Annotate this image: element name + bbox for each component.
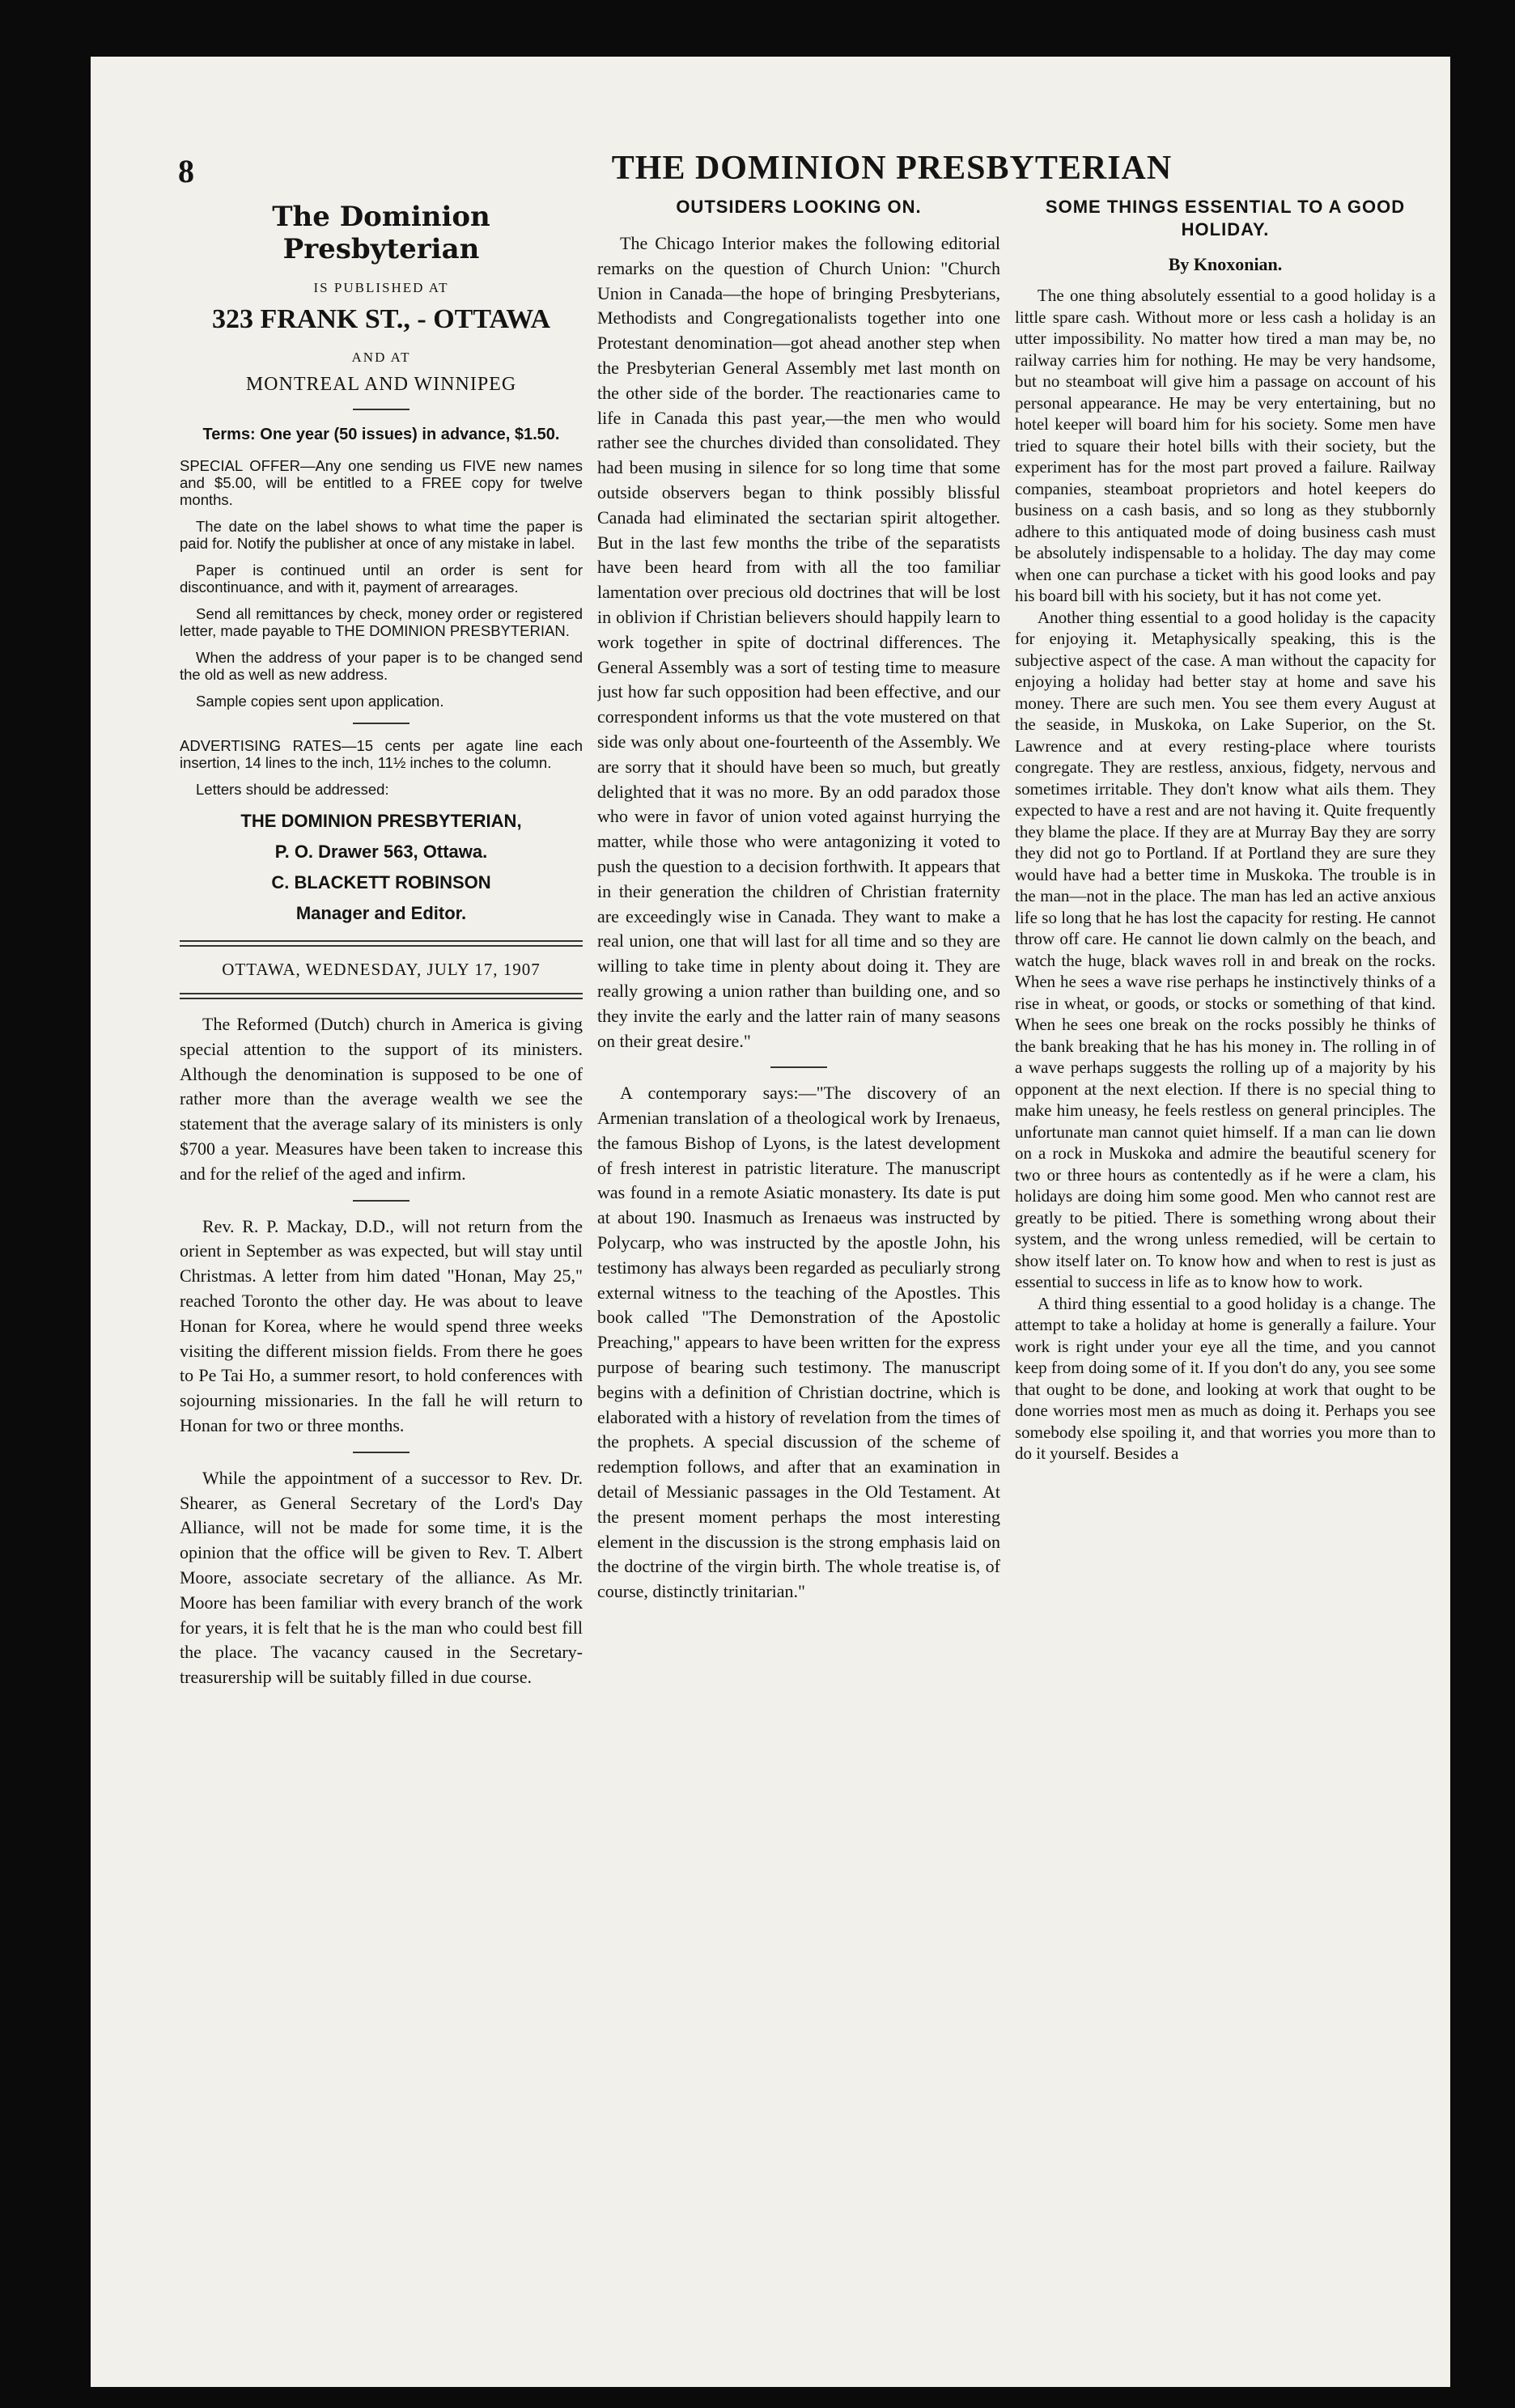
post-office-box: P. O. Drawer 563, Ottawa. (274, 842, 488, 862)
notice-label-date: The date on the label shows to what time the paper is paid for. Notify the publisher at once of any mistake in label. (180, 518, 583, 552)
double-rule (180, 993, 583, 999)
subscription-terms: Terms: One year (50 issues) in advance, $1.50. (202, 426, 560, 443)
headline-outsiders: OUTSIDERS LOOKING ON. (676, 197, 922, 217)
page-number: 8 (178, 153, 194, 189)
divider (770, 1066, 827, 1068)
running-title: THE DOMINION PRESBYTERIAN (611, 150, 1173, 187)
published-at: IS PUBLISHED AT (313, 280, 449, 295)
divider (353, 409, 410, 410)
headline-holiday: SOME THINGS ESSENTIAL TO A GOOD HOLIDAY. (1045, 197, 1406, 240)
divider (353, 1200, 410, 1202)
letters-note: Letters should be addressed: (196, 781, 389, 798)
other-cities: MONTREAL AND WINNIPEG (245, 374, 517, 395)
notice-discontinuance: Paper is continued until an order is sent for discontinuance, and with it, payment of arrearages. (180, 562, 583, 596)
article-mackay: Rev. R. P. Mackay, D.D., will not return from the orient in September as was expected, but will stay until Christmas. A letter from him dated "Honan, May 25," reached Toronto the other day. He was about to leave Honan for Korea, where he would spend three weeks visiting the different mission fields. From there he goes to Pe Tai Ho, a summer resort, to hold conferences with sojourning missionaries. In the fall he will return to Honan for two or three months. (180, 1215, 583, 1435)
notice-special-offer: SPECIAL OFFER—Any one sending us FIVE new names and $5.00, will be entitled to a FREE copy for twelve months. (180, 457, 583, 508)
editor-title: Manager and Editor. (295, 903, 467, 923)
holiday-paragraph-2: Another thing essential to a good holiday is the capacity for enjoying it. Metaphysically speaking, this is the subjective aspect of the case. A man without the capacity for enjoying a holiday had better stay at home and save his money. There are such men. You see them every August at the seaside, in Muskoka, on Lake Superior, on the St. Lawrence and at every resting-place where tourists congregate. They are restless, anxious, fidgety, nervous and sometimes irritable. They don't know what ails them. They expected to have a rest and are not having it. Quite frequently they blame the place. If they are at Murray Bay they are sorry they did not go to Portland. If at Portland they are sure they would have had a better time in Muskoka. The trouble is in the man—not in the place. The man has led an active anxious life so long that he has lost the capacity for resting. He cannot throw off care. He cannot lie down calmly on the beach, and watch the huge, black waves roll in and break on the rocks. When he sees a wave rise perhaps he instinctively thinks of a rise in wheat, or goods, or stocks or something of that kind. When he sees one break on the rocks possibly he thinks of the bank breaking that he has his money in. The rolling in of a wave perhaps suggests the rolling up of a majority by his opponent at the next election. If there is no special thing to make him uneasy, he feels restless on general principles. The unfortunate man cannot quiet himself. If a man can lie down on a rock in Muskoka and admire the beautiful scenery for two or three hours as contentedly as if he were a clam, his holidays are doing him some good. Men who cannot rest are greatly to be pitied. There is something wrong about their system, and the wrong unless remedied, will be certain to show itself later on. To know how and when to rest is just as essential to success in life as to know how to work. (1015, 607, 1436, 1291)
divider (353, 1452, 410, 1453)
masthead-title: The Dominion Presbyterian (272, 201, 490, 265)
byline: By Knoxonian. (1168, 254, 1283, 274)
issue-dateline: OTTAWA, WEDNESDAY, JULY 17, 1907 (222, 960, 541, 979)
middle-column (597, 196, 1000, 2363)
left-column (180, 196, 583, 2363)
article-irenaeus: A contemporary says:—"The discovery of an Armenian translation of a theological work by Irenaeus, the famous Bishop of Lyons, is the latest development of fresh interest in patristic literature. The manuscript was found in a remote Asiatic monastery. Its date is put at about 190. Inasmuch as Irenaeus was instructed by Polycarp, who was instructed by the apostle John, his testimony has always been regarded as peculiarly strong external witness to the teaching of the Apostles. This book called "The Demonstration of the Apostolic Preaching," appears to have been written for the express purpose of bearing such testimony. The manuscript begins with a definition of Christian doctrine, which is elaborated with a history of revelation from the times of the prophets. A special discussion of the scheme of redemption follows, and after that an examination in detail of Messianic passages in the Old Testament. At the present moment perhaps the most interesting element in the discussion is the strong emphasis laid on the doctrine of the virgin birth. The whole treatise is, of course, distinctly trinitarian." (597, 1083, 1000, 1602)
holiday-paragraph-3: A third thing essential to a good holiday is a change. The attempt to take a holiday at home is generally a failure. Your work is right under your eye all the time, and you cannot keep from doing some of it. If you don't do any, you see some that ought to be done, and looking at work that ought to be done worries most men as much as doing it. Perhaps you see somebody else spoiling it, and that worries you more than to do it yourself. Besides a (1015, 1293, 1436, 1463)
notice-address-change: When the address of your paper is to be changed send the old as well as new address. (180, 649, 583, 683)
article-lords-day-alliance: While the appointment of a successor to Rev. Dr. Shearer, as General Secretary of the Lord's Day Alliance, will not be made for some time, it is the opinion that the office will be given to Rev. T. Albert Moore, associate secretary of the alliance. As Mr. Moore has been familiar with every branch of the work for years, it is felt that he is the man who could best fill the place. The vacancy caused in the Secretary-treasurership will be suitably filled in due course. (180, 1467, 583, 1688)
article-reformed-church: The Reformed (Dutch) church in America is giving special attention to the support of its ministers. Although the denomination is supposed to be one of rather more than the average wealth we see the statement that the average salary of its ministers is only $700 a year. Measures have been taken to increase this and for the relief of the aged and infirm. (180, 1014, 583, 1184)
advertising-rates: ADVERTISING RATES—15 cents per agate line each insertion, 14 lines to the inch, 11½ inches to the column. (180, 737, 583, 771)
office-address: 323 FRANK ST., - OTTAWA (211, 304, 551, 334)
double-rule (180, 940, 583, 947)
editor-name: C. BLACKETT ROBINSON (271, 872, 491, 892)
newspaper-page (91, 57, 1450, 2387)
right-column (1015, 196, 1436, 2363)
holiday-paragraph-1: The one thing absolutely essential to a good holiday is a little spare cash. Without more or less cash a holiday is an utter impossibility. No matter how tired a man may be, no railway carries him for nothing. He may be very handsome, but no steamboat will give him a passage on account of his personal appearance. He may be very entertaining, but no hotel keeper will board him for his society. Some men have tried to square their hotel bills with their society, but the experiment has for the most part proved a failure. Railway companies, steamboat proprietors and hotel keepers do business on a cash basis, and so long as they stubbornly adhere to this antiquated mode of doing business cash must be absolutely indispensable to a holiday. The day may come when one can purchase a ticket with his good looks and pay his board bill with his society, but it has not come yet. (1015, 286, 1436, 605)
addressee: THE DOMINION PRESBYTERIAN, (240, 811, 522, 831)
notice-remittances: Send all remittances by check, money order or registered letter, made payable to THE DOMINION PRESBYTERIAN. (180, 605, 583, 639)
and-at: AND AT (351, 350, 411, 365)
article-church-union: The Chicago Interior makes the following editorial remarks on the question of Church Union: "Church Union in Canada—the hope of bringing Presbyterians, Methodists and Congregationalists together into one Protestant denomination—got ahead another step when the Presbyterian General Assembly met last month on the other side of the border. The reactionaries came to life in Canada this past year,—the men who would rather see the churches divided than consolidated. They had been musing in silence for so long time that some outside observers began to think possibly blissful Canada had eliminated the sectarian spirit altogether. But in the last few months the tribe of the separatists have been heard from with all the too familiar lamentation over precious old doctrines that will be lost in oblivion if Christian believers should happily learn to work together in spite of doctrinal differences. The General Assembly was a sort of testing time to measure just how far such opposition had been effective, and our correspondent informs us that the vote mustered on that side was only about one-fourteenth of the Assembly. We are sorry that it should have been so much, but greatly delighted that it was no more. By an odd paradox those who were in favor of union voted against hurrying the matter, while those who were antagonizing it voted to push the question to a decision forthwith. It appears that in their generation the children of Christian fraternity are exceedingly wise in Canada. They want to make a real union, one that will last for all time and so they are willing to take time in plenty about doing it. They are really growing a union rather than building one, and so they invite the early and the latter rain of many seasons on their great desire." (597, 233, 1000, 1051)
notice-sample-copies: Sample copies sent upon application. (196, 693, 444, 710)
divider (353, 723, 410, 724)
